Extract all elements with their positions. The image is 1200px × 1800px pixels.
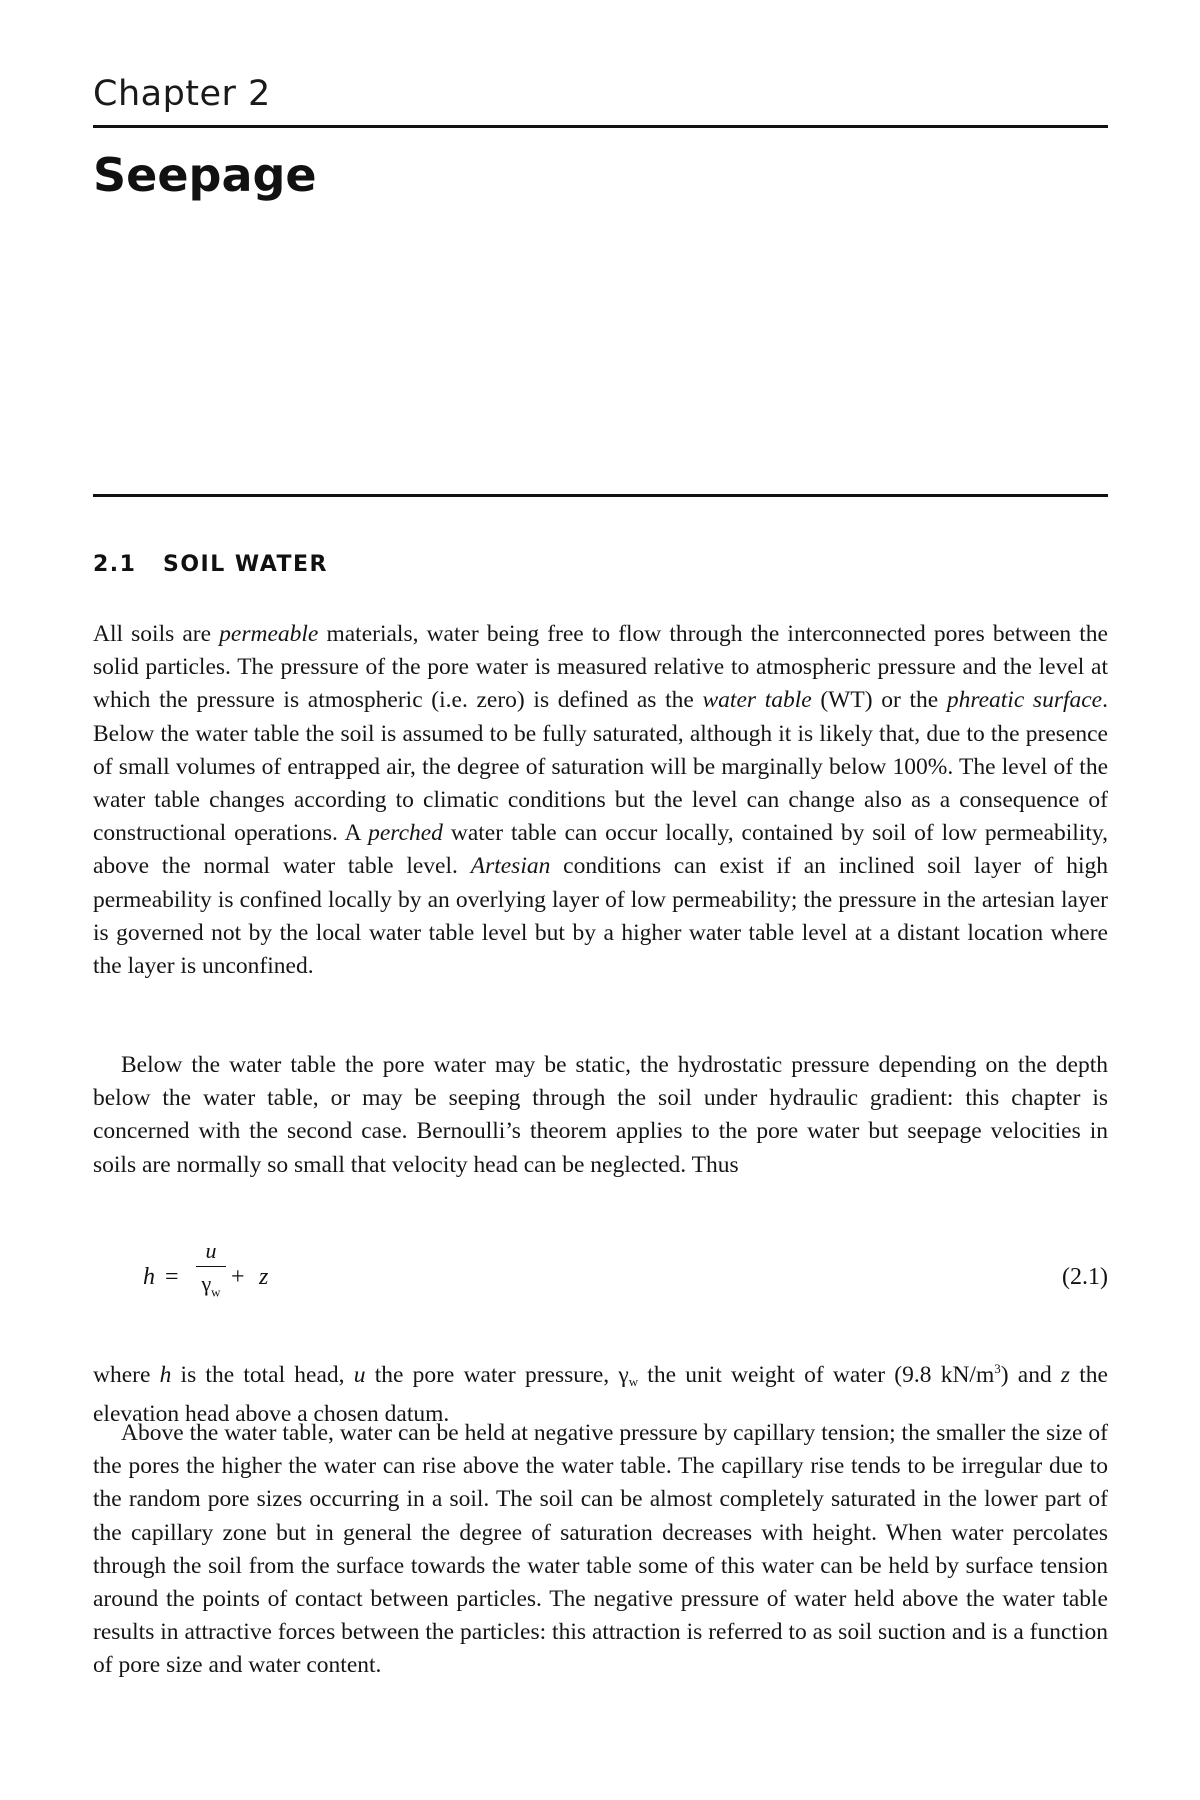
term-permeable: permeable xyxy=(219,621,319,647)
paragraph-1 xyxy=(93,618,1108,983)
p3-text: the pore water pressure, γ xyxy=(365,1361,629,1388)
chapter-title: Seepage xyxy=(93,148,317,202)
chapter-label: Chapter 2 xyxy=(93,74,271,114)
p1-text: All soils are xyxy=(93,621,220,647)
p2-text: Below the water table the pore water may be static, the hydrostatic pressure depending on the depth below the water table, or may be seeping through the soil under hydraulic gradient: this chapter is concerned with the second case. Bernoulli’s theorem applies to the pore water but seepage velocities in soils are normally so small that velocity head can be neglected. Thus xyxy=(93,1052,1108,1178)
p1-text: materials, water being free to flow through the interconnected pores between the solid particles. The pressure of the pore water is measured relative to atmospheric pressure and the level at which the pressure is atmospheric (i.e. zero) is defined as the xyxy=(93,621,1108,714)
term-artesian: Artesian xyxy=(470,853,551,880)
term-phreatic-surface: phreatic surface xyxy=(946,687,1103,714)
p3-text: the elevation head above a chosen datum. xyxy=(93,1361,1108,1428)
chapter-rule-bottom xyxy=(93,494,1108,497)
var-h: h xyxy=(159,1361,172,1388)
p3-text: is the total head, xyxy=(171,1361,354,1388)
var-w-sub: w xyxy=(628,1373,639,1389)
var-z: z xyxy=(1060,1361,1071,1388)
eq-numerator: u xyxy=(205,1238,217,1263)
p1-text: (WT) or the xyxy=(811,687,947,714)
p3-text: ) and xyxy=(1000,1361,1061,1388)
section-number: 2.1 xyxy=(93,552,137,577)
var-u: u xyxy=(353,1361,366,1388)
p1-text: . Below the water table the soil is assumed to be fully saturated, although it is likely that, due to the presence of small volumes of entrapped air, the degree of saturation will be marginally below 100%. The level of the water table changes according to climatic conditions but the level can change also as a consequence of constructional operations. A xyxy=(93,687,1108,847)
p4-text: Above the water table, water can be held at negative pressure by capillary tension; the smaller the size of the pores the higher the water can rise above the water table. The capillary rise tends to be irregular due to the random pore sizes occurring in a soil. The soil can be almost completely saturated in the lower part of the capillary zone but in general the degree of saturation decreases with height. When water percolates through the soil from the surface towards the water table some of this water can be held by surface tension around the points of contact between particles. The negative pressure of water held above the water table results in attractive forces between the particles: this attraction is referred to as soil suction and is a function of pore size and water content. xyxy=(93,1420,1108,1679)
p3-text: the unit weight of water (9.8 kN/m xyxy=(638,1361,995,1388)
p1-text: water table can occur locally, contained by soil of low permeability, above the normal water table level. xyxy=(93,820,1108,880)
p1-text: conditions can exist if an inclined soil layer of high permeability is confined locally by an overlying layer of low permeability; the pressure in the artesian layer is governed not by the local water table level but by a higher water table level at a distant location where the layer is unconfined. xyxy=(93,853,1108,980)
section-title: SOIL WATER xyxy=(163,552,328,577)
p3-text: where xyxy=(93,1361,160,1388)
chapter-rule-top xyxy=(93,125,1108,128)
eq-plus: + xyxy=(231,1264,245,1290)
eq-elevation: z xyxy=(259,1264,269,1290)
unit-cubed: 3 xyxy=(994,1361,1001,1376)
eq-gamma-sub: w xyxy=(211,1284,221,1300)
paragraph-2 xyxy=(93,1049,1108,1182)
eq-total-head: h xyxy=(143,1264,155,1290)
eq-gamma: γ xyxy=(201,1271,212,1296)
eq-fraction xyxy=(196,1238,226,1305)
equation-number: (2.1) xyxy=(1062,1264,1108,1290)
term-perched: perched xyxy=(368,820,443,847)
eq-denominator xyxy=(196,1271,226,1305)
eq-equals: = xyxy=(165,1264,179,1290)
eq-fraction-bar xyxy=(196,1266,226,1267)
equation-2-1 xyxy=(93,1238,1108,1318)
paragraph-4 xyxy=(93,1417,1108,1683)
term-water-table: water table xyxy=(702,687,812,714)
section-heading xyxy=(93,552,328,577)
